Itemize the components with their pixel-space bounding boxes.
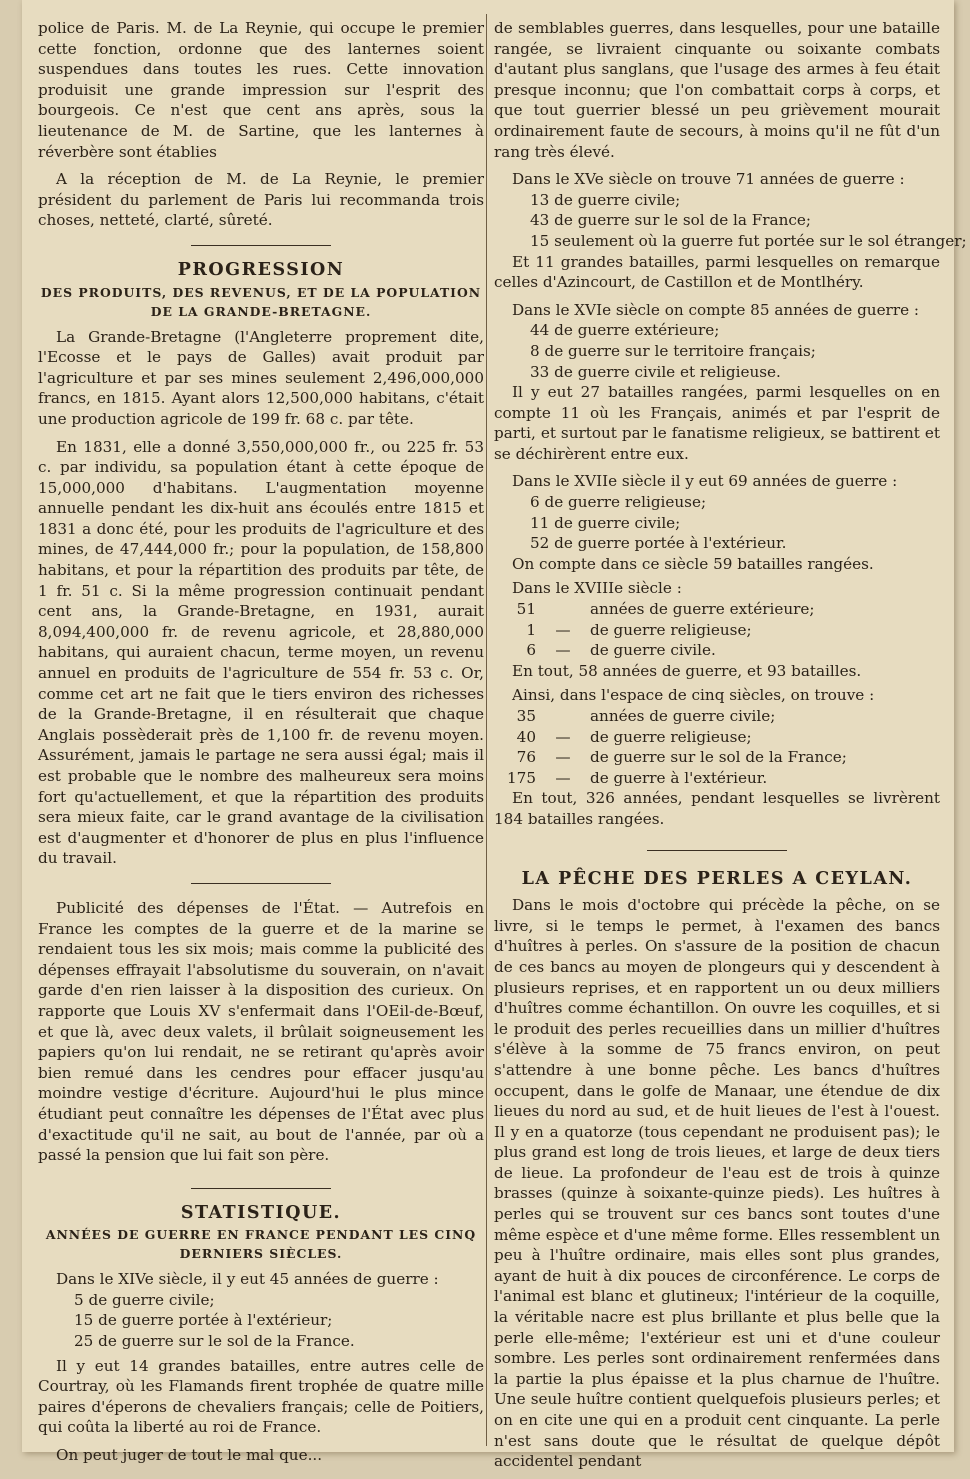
summary-row: 76 — de guerre sur le sol de la France; bbox=[516, 748, 847, 767]
xvii-intro: Dans le XVIIe siècle il y eut 69 années de guerre : bbox=[512, 472, 898, 491]
progression-paragraph: En 1831, elle a donné 3,550,000,000 fr., ou 225 fr. 53 c. par individu, sa population étant à cette époque de 15,000,000 d'habitans. L'augmentation moyenne annuelle pendant les dix-huit ans écoulés entre 1815 et 1831 a donc été, pour les produits de l'agriculture et des mines, de 47,444,000 fr.; pour la population, de 158,800 habitans, et pour la répartition des produits par tête, de 1 fr. 51 c. Si la même progression continuait pendant cent ans, la Grande-Bretagne, en 1931, aurait 8,094,400,000 fr. de revenu agricole, et 28,880,000 habitans, qui auraient chacun, terme moyen, un revenu annuel en produits de l'agriculture de 554 fr. 53 c. Or, comme cet art ne fait que le tiers environ des richesses de la Grande-Bretagne, il en résulterait que chaque Anglais possèderait près de 1,100 fr. de revenu moyen. Assurément, jamais le partage ne sera aussi égal; mais il est probable que le nombre des malheureux sera moins fort qu'actuellement, et que la répartition des produits sera mieux faite, car le grand avantage de la civilisation est d'augmenter et d'honorer de plus en plus l'influence du travail. bbox=[38, 437, 484, 868]
xv-item: 13 de guerre civile; bbox=[530, 190, 681, 209]
xiv-item: 15 de guerre portée à l'extérieur; bbox=[74, 1311, 333, 1330]
summary-row: 40 — de guerre religieuse; bbox=[516, 727, 752, 746]
xv-item: 15 seulement où la guerre fut portée sur le sol étranger; bbox=[530, 231, 967, 250]
right-column bbox=[494, 18, 967, 1479]
xvi-item: 33 de guerre civile et religieuse. bbox=[530, 362, 781, 381]
section-separator bbox=[191, 1188, 331, 1189]
summary-total: En tout, 326 années, pendant lesquelles se livrèrent 184 batailles rangées. bbox=[494, 789, 940, 828]
left-column bbox=[38, 18, 484, 1466]
publicite-paragraph: Publicité des dépenses de l'État. — Autrefois en France les comptes de la guerre et de la marine se rendaient tous les six mois; mais comme la publicité des dépenses effrayait l'absolutisme du souverain, on n'avait garde d'en rien laisser à la disposition des curieux. On rapporte que Louis XV s'enfermait dans l'OEil-de-Bœuf, et que là, avec deux valets, il brûlait soigneusement les papiers qu'on lui rendait, ne se retirant qu'après avoir bien remué dans les cendres pour effacer jusqu'au moindre vestige d'écriture. Aujourd'hui le plus mince étudiant peut connaître les dépenses de l'État avec plus d'exactitude qu'il ne sait, au bout de l'année, par où a passé la pension que lui fait son père. bbox=[38, 898, 484, 1165]
xv-intro: Dans le XVe siècle on trouve 71 années de guerre : bbox=[512, 170, 905, 189]
xiv-item: 25 de guerre sur le sol de la France. bbox=[74, 1332, 355, 1351]
intro-paragraph: A la réception de M. de La Reynie, le premier président du parlement de Paris lui recommanda trois choses, netteté, clarté, sûreté. bbox=[38, 170, 484, 230]
peche-paragraph: Dans le mois d'octobre qui précède la pêche, on se livre, si le temps le permet, à l'examen des bancs d'huîtres à perles. On s'assure de la position de chacun de ces bancs au moyen de plongeurs qui y descendent à plusieurs reprises, et en rapportent un ou deux milliers d'huîtres comme échantillon. On ouvre les coquilles, et si le produit des perles recueillies dans un millier d'huîtres s'élève à la somme de 75 francs environ, on peut s'attendre à une bonne pêche. Les bancs d'huîtres occupent, dans le golfe de Manaar, une étendue de dix lieues du nord au sud, et de huit lieues de l'est à l'ouest. Il y en a quatorze (tous cependant ne produisent pas); le plus grand est long de trois lieues, et large de deux tiers de lieue. La profondeur de l'eau est de trois à quinze brasses (quinze à soixante-quinze pieds). Les huîtres à perles qui se trouvent sur ces bancs sont toutes d'une même espèce et d'une même forme. Elles ressemblent un peu à l'huître ordinaire, mais elles sont plus grandes, ayant de huit à dix pouces de circonférence. Le corps de l'animal est blanc et glutineux; l'intérieur de la coquille, la véritable nacre est plus brillante et plus belle que la perle elle-même; l'extérieur est uni et d'une couleur sombre. Les perles sont ordinairement renfermées dans la partie la plus épaisse et la plus charnue de l'huître. Une seule huître contient quelquefois plusieurs perles; et on en cite une qui en a produit cent cinquante. La perle n'est sans doute que le résultat de quelque dépôt accidentel pendant bbox=[494, 896, 940, 1471]
section-separator bbox=[191, 245, 331, 246]
peche-title: LA PÊCHE DES PERLES A CEYLAN. bbox=[521, 868, 913, 889]
continuation-paragraph: de semblables guerres, dans lesquelles, pour une bataille rangée, se livraient cinquante ou soixante combats d'autant plus sanglans, que l'usage des armes à feu était presque inconnu; que l'on combattait corps à corps, et que tout guerrier blessé un peu grièvement mourait ordinairement faute de secours, à moins qu'il ne fût d'un rang très élevé. bbox=[494, 19, 940, 161]
xvi-item: 44 de guerre extérieure; bbox=[530, 321, 720, 340]
summary-row: 35 années de guerre civile; bbox=[516, 707, 776, 725]
xv-battles: Et 11 grandes batailles, parmi lesquelles on remarque celles d'Azincourt, de Castillon et de Montlhéry. bbox=[494, 252, 940, 292]
progression-paragraph: La Grande-Bretagne (l'Angleterre proprement dite, l'Ecosse et le pays de Galles) avait produit par l'agriculture et par ses mines seulement 2,496,000,000 francs, en 1815. Ayant alors 12,500,000 habitans, c'était une production agricole de 199 fr. 68 c. par tête. bbox=[38, 327, 484, 428]
xvii-item: 11 de guerre civile; bbox=[530, 513, 681, 532]
xvii-item: 6 de guerre religieuse; bbox=[530, 493, 707, 512]
xiv-battles: Il y eut 14 grandes batailles, entre autres celle de Courtray, où les Flamands firent trophée de quatre mille paires d'éperons de chevaliers français; celle de Poitiers, qui coûta la liberté au roi de France. bbox=[38, 1356, 484, 1437]
section-separator bbox=[647, 850, 787, 851]
xiv-intro: Dans le XIVe siècle, il y eut 45 années de guerre : bbox=[56, 1270, 439, 1289]
xiv-item: 5 de guerre civile; bbox=[74, 1290, 215, 1309]
intro-paragraph: police de Paris. M. de La Reynie, qui occupe le premier cette fonction, ordonne que des lanternes soient suspendues dans toutes les rues. Cette innovation produisit une grande impression sur l'esprit des bourgeois. Ce n'est que cent ans après, sous la lieutenance de M. de Sartine, que les lanternes à réverbère sont établies bbox=[38, 19, 484, 161]
statistique-subtitle: ANNÉES DE GUERRE EN FRANCE PENDANT LES CINQ DERNIERS SIÈCLES. bbox=[45, 1227, 477, 1262]
progression-title: PROGRESSION bbox=[177, 259, 345, 280]
xviii-row: 1 — de guerre religieuse; bbox=[526, 620, 752, 639]
xviii-row: 6 — de guerre civile. bbox=[526, 641, 716, 660]
section-separator bbox=[191, 883, 331, 884]
summary-intro: Ainsi, dans l'espace de cinq siècles, on trouve : bbox=[512, 686, 875, 705]
xviii-row: 51 années de guerre extérieure; bbox=[516, 600, 815, 619]
xvi-item: 8 de guerre sur le territoire français; bbox=[530, 341, 816, 360]
xvii-item: 52 de guerre portée à l'extérieur. bbox=[530, 534, 787, 553]
xvii-battles: On compte dans ce siècle 59 batailles rangées. bbox=[512, 554, 874, 573]
xviii-total: En tout, 58 années de guerre, et 93 batailles. bbox=[512, 661, 862, 680]
xvi-intro: Dans le XVIe siècle on compte 85 années de guerre : bbox=[512, 300, 920, 319]
xv-item: 43 de guerre sur le sol de la France; bbox=[530, 211, 811, 230]
summary-row: 175 — de guerre à l'extérieur. bbox=[507, 768, 768, 787]
statistique-title: STATISTIQUE. bbox=[180, 1202, 342, 1223]
newspaper-page bbox=[22, 0, 967, 1471]
xviii-intro: Dans le XVIIIe siècle : bbox=[512, 579, 682, 598]
progression-subtitle: DES PRODUITS, DES REVENUS, ET DE LA POPULATION DE LA GRANDE-BRETAGNE. bbox=[40, 284, 482, 319]
cut-line: On peut juger de tout le mal que... bbox=[56, 1446, 323, 1465]
xvi-battles: Il y eut 27 batailles rangées, parmi lesquelles on en compte 11 où les Français, animés et par l'esprit de parti, et surtout par le fanatisme religieux, se battirent et se déchirèrent entre eux. bbox=[494, 383, 940, 463]
column-divider bbox=[486, 14, 487, 1446]
